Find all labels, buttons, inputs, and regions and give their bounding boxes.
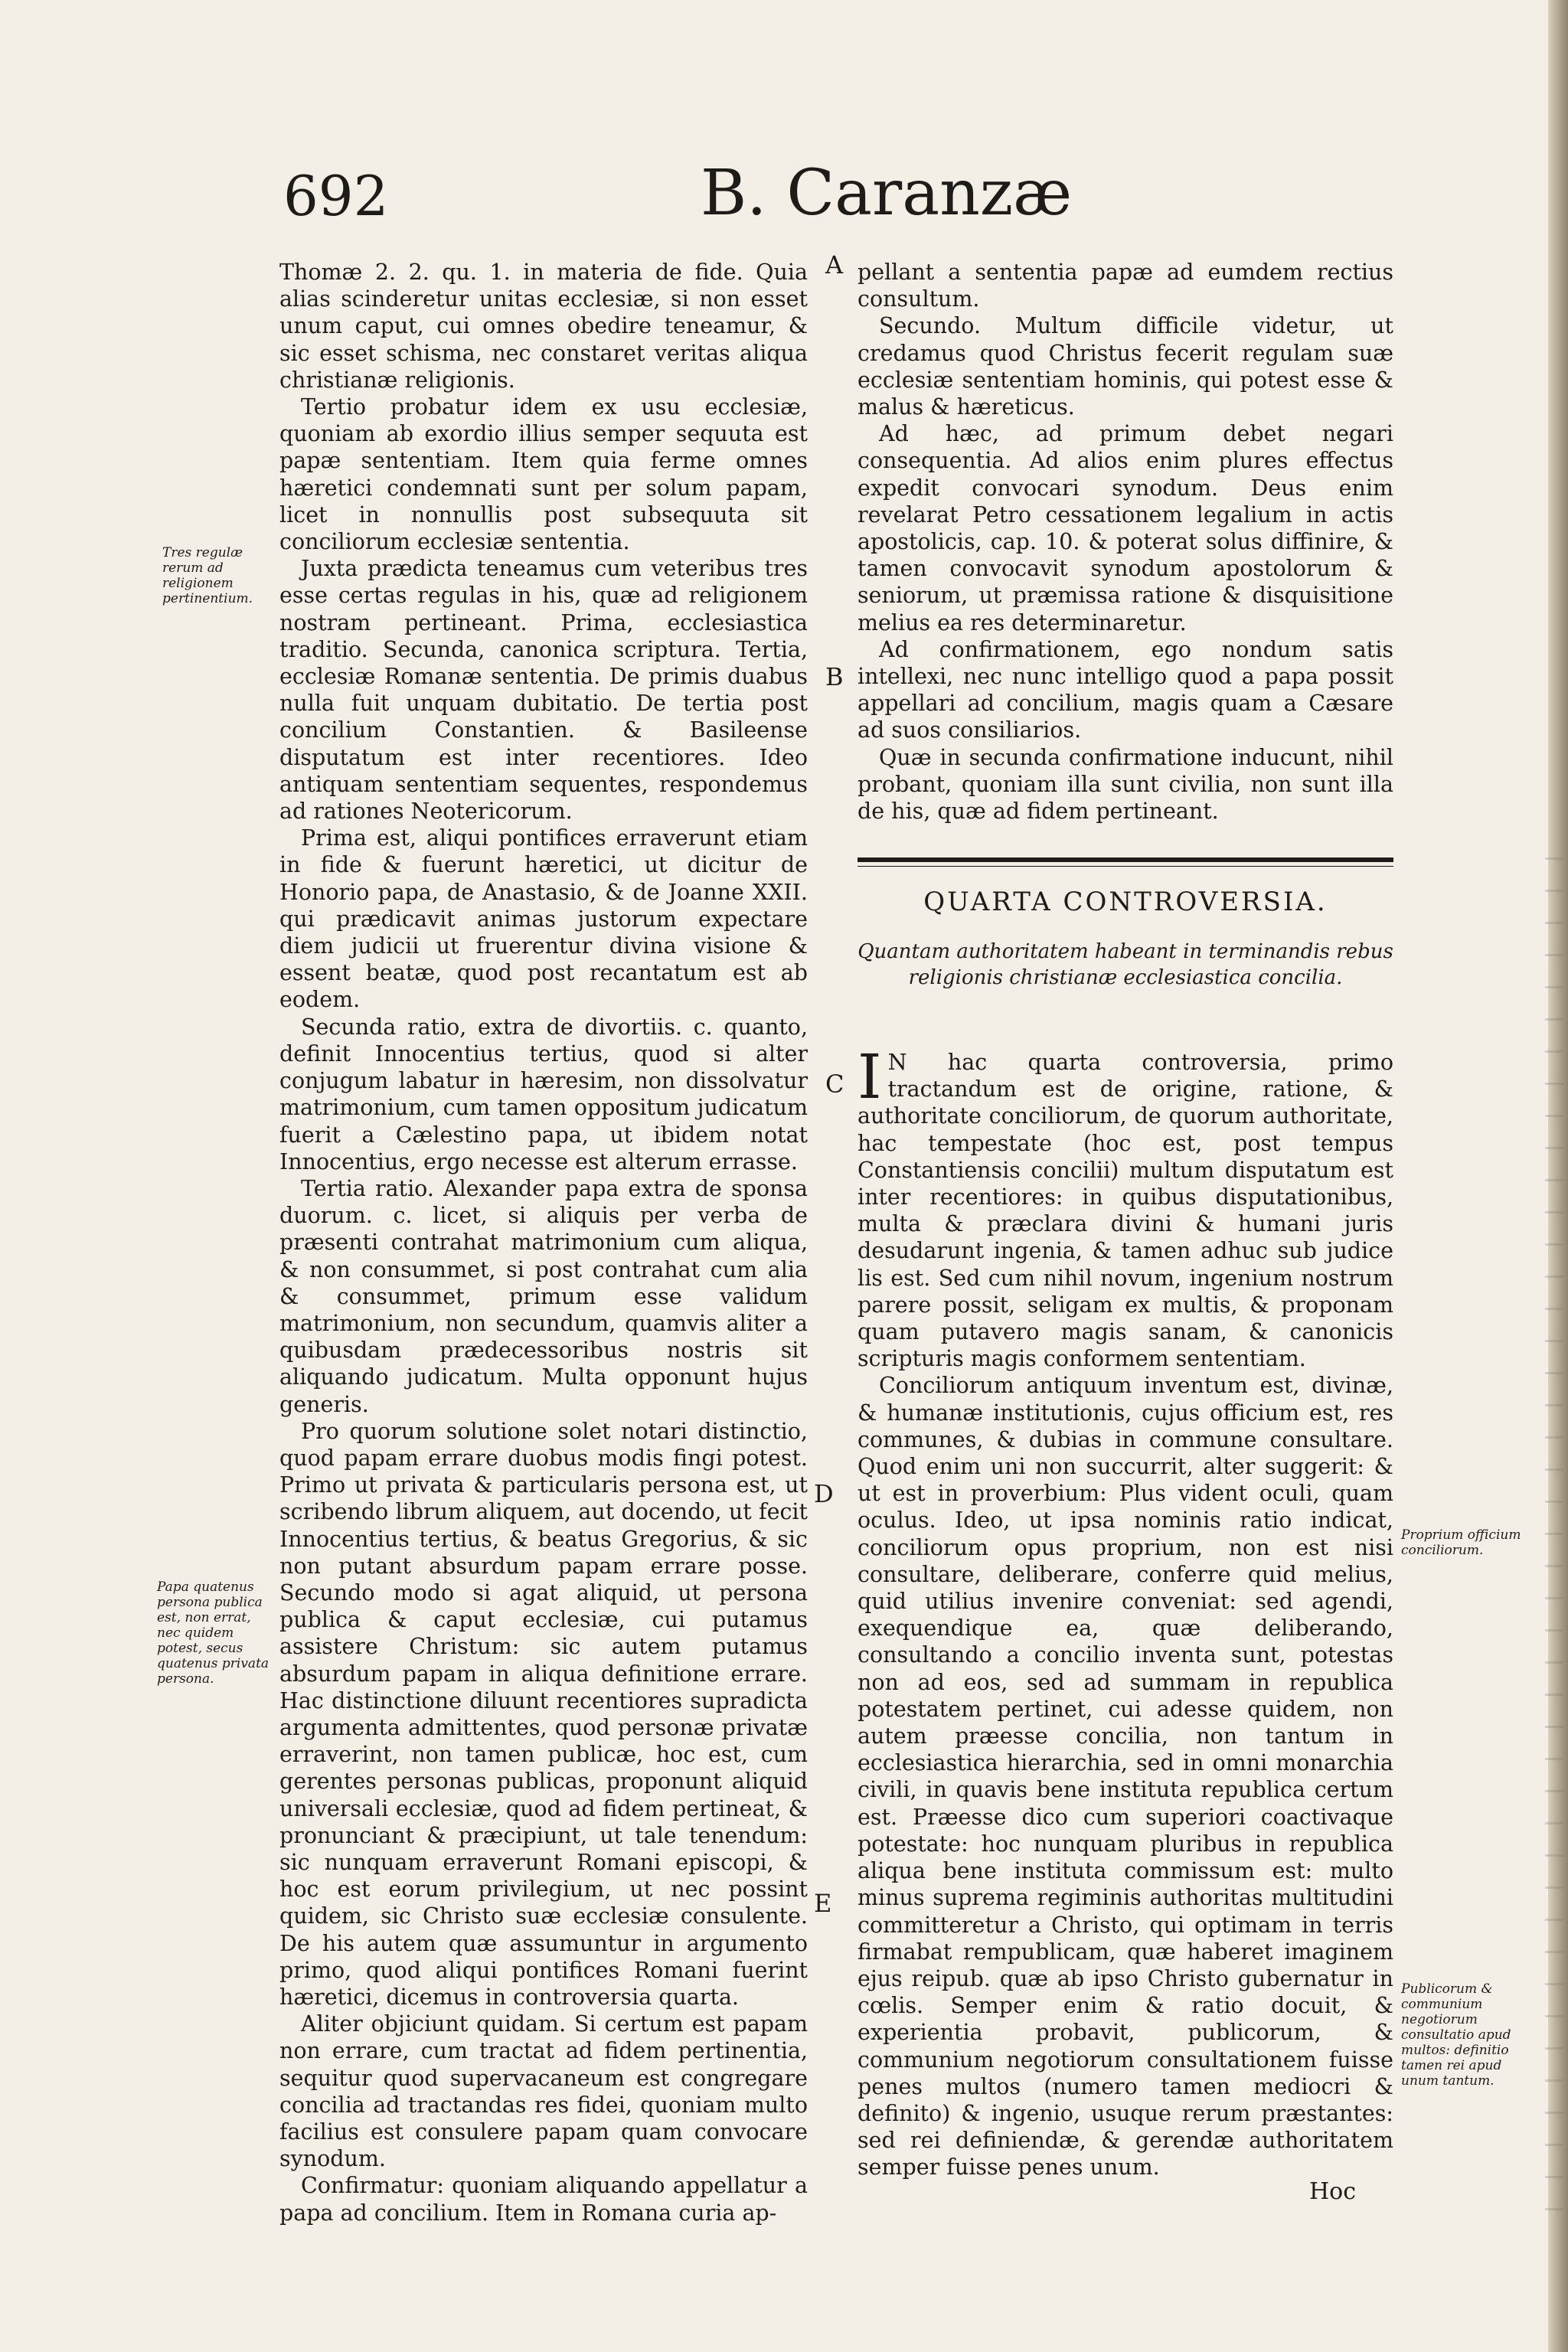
section-marker-c: C	[825, 1070, 844, 1099]
paragraph: Ad hæc, ad primum debet negari consequentia. Ad alios enim plures effectus expedit convocari synodum. Deus enim revelarat Petro cessationem legalium in actis apostolicis, cap. 10. & poterat solus diffinire, & tamen convocavit synodum apostolorum & seniorum, ut præmissa ratione & disquisitione melius ea res determinaretur.	[858, 421, 1393, 635]
paragraph: Aliter objiciunt quidam. Si certum est papam non errare, cum tractat ad fidem pertinentia, sequitur quod supervacaneum est congregare concilia ad tractandas res fidei, quoniam multo facilius est consulere papam quam convocare synodum.	[279, 2011, 808, 2172]
section-marker-a: A	[825, 250, 844, 279]
paragraph: Confirmatur: quoniam aliquando appellatur a papa ad concilium. Item in Romana curia ap-	[279, 2173, 808, 2226]
section-marker-b: B	[825, 662, 844, 691]
paragraph: Tertio probatur idem ex usu ecclesiæ, quoniam ab exordio illius semper sequuta est papæ sententiam. Item quia ferme omnes hæretici condemnati sunt per solum papam, licet in nonnullis post subsequuta sit conciliorum ecclesiæ sententia.	[279, 394, 808, 555]
section-rule-thin	[858, 866, 1393, 867]
margin-note: Publicorum & communium negotiorum consultatio apud multos: definitio tamen rei apud unum tantum.	[1401, 1981, 1511, 2089]
controversia-body	[858, 1041, 1393, 2181]
paragraph: Secundo. Multum difficile videtur, ut credamus quod Christus fecerit regulam suæ ecclesiæ sententiam hominis, qui potest esse & malus & hæreticus.	[858, 313, 1393, 420]
drop-capital: I	[858, 1041, 882, 1112]
section-rule	[858, 858, 1393, 862]
section-marker-d: D	[814, 1479, 834, 1508]
section-marker-e: E	[814, 1889, 832, 1918]
paragraph: Thomæ 2. 2. qu. 1. in materia de fide. Quia alias scinderetur unitas ecclesiæ, si non esset unum caput, cui omnes obedire teneamur, & sic esset schisma, nec constaret veritas aliqua christianæ religionis.	[279, 260, 808, 393]
adjacent-page-bleed	[1545, 858, 1563, 2236]
running-head: B. Caranzæ	[701, 157, 1073, 230]
paragraph	[858, 1041, 1393, 1372]
paragraph: Tertia ratio. Alexander papa extra de sponsa duorum. c. licet, si aliquis per verba de præsenti contrahat matrimonium cum aliqua, & non consummet, si post contrahat cum alia & consummet, primum esse validum matrimonium, non secundum, quamvis aliter a quibusdam prædecessoribus nostris sit aliquando judicatum. Multa opponunt hujus generis.	[279, 1175, 808, 1417]
paragraph: Ad confirmationem, ego nondum satis intellexi, nec nunc intelligo quod a papa possit appellari ad concilium, magis quam a Cæsare ad suos consiliarios.	[858, 636, 1393, 743]
paragraph: Quæ in secunda confirmatione inducunt, nihil probant, quoniam illa sunt civilia, non sunt illa de his, quæ ad fidem pertineant.	[858, 744, 1393, 825]
paragraph: Pro quorum solutione solet notari distinctio, quod papam errare duobus modis fingi potest. Primo ut privata & particularis persona est, ut scribendo librum aliquem, aut docendo, ut fecit Innocentius tertius, & beatus Gregorius, & sic non putant absurdum papam errare posse. Secundo modo si agat aliquid, ut persona publica & caput ecclesiæ, cui putamus assistere Christum: sic autem putamus absurdum papam in aliqua definitione errare. Hac distinctione diluunt recentiores supradicta argumenta admittentes, quod personæ privatæ erraverint, non tamen publicæ, hoc est, cum gerentes personas publicas, proponunt aliquid universali ecclesiæ, quod ad fidem pertineat, & pronunciant & præcipiunt, ut tale tenendum: sic nunquam erraverunt Romani episcopi, & hoc est eorum privilegium, ut nec possint quidem, sic Christo suæ ecclesiæ consulente. De his autem quæ assumuntur in argumento primo, quod aliqui pontifices Romani fuerint hæretici, dicemus in controversia quarta.	[279, 1418, 808, 2010]
controversia-subtitle: Quantam authoritatem habeant in terminandis rebus religionis christianæ ecclesiastica concilia.	[858, 940, 1393, 989]
margin-note: Papa quatenus persona publica est, non errat, nec quidem potest, secus quatenus privata persona.	[157, 1579, 270, 1687]
catchword: Hoc	[1309, 2178, 1357, 2205]
margin-note: Tres regulæ rerum ad religionem pertinentium.	[162, 545, 253, 606]
margin-note: Proprium officium conciliorum.	[1401, 1527, 1521, 1558]
paragraph: Juxta prædicta teneamus cum veteribus tres esse certas regulas in his, quæ ad religionem nostram pertineant. Prima, ecclesiastica traditio. Secunda, canonica scriptura. Tertia, ecclesiæ Romanæ sententia. De primis duabus nulla fuit unquam dubitatio. De tertia post concilium Constantien. & Basileense disputatum est inter recentiores. Ideo antiquam sententiam sequentes, respondemus ad rationes Neotericorum.	[279, 556, 808, 825]
paragraph-text: N hac quarta controversia, primo tractandum est de origine, ratione, & authoritate conciliorum, de quorum authoritate, hac tempestate (hoc est, post tempus Constantiensis concilii) multum disputatum est inter recentiores: in quibus disputationibus, multa & præclara divini & humani juris desudarunt ingenia, & tamen adhuc sub judice lis est. Sed cum nihil novum, ingenium nostrum parere possit, seligam ex multis, & proponam quam putavero magis sanam, & canonicis scripturis magis conformem sententiam.	[858, 1050, 1393, 1372]
paragraph: Prima est, aliqui pontifices erraverunt etiam in fide & fuerunt hæretici, ut dicitur de Honorio papa, de Anastasio, & de Joanne XXII. qui prædicavit animas justorum expectare diem judicii ut fruerentur divina visione & essent beatæ, quod post recantatum est ab eodem.	[279, 825, 808, 1013]
paragraph: Conciliorum antiquum inventum est, divinæ, & humanæ institutionis, cujus officium est, res communes, & dubias in commune consultare. Quod enim uni non succurrit, alter suggerit: & ut est in proverbium: Plus vident oculi, quam oculus. Ideo, ut ipsa nominis ratio indicat, conciliorum opus proprium, non est nisi consultare, deliberare, conferre quid melius, quid utilius invenire conveniat: sed agendi, exequendique ea, quæ deliberando, consultando a concilio inventa sunt, potestas non ad eos, sed ad summam in republica potestatem pertinet, cui adesse quidem, non autem præesse concilia, non tantum in ecclesiastica hierarchia, sed in omni monarchia civili, in quavis bene instituta republica certum est. Præesse dico cum superiori coactivaque potestate: hoc nunquam pluribus in republica aliqua bene instituta commissum est: multo minus suprema regiminis authoritas multitudini committeretur a Christo, qui optimam in terris firmabat rempublicam, quæ haberet imaginem ejus reipub. quæ ab ipso Christo gubernatur in cœlis. Semper enim & ratio docuit, & experientia probavit, publicorum, & communium negotiorum consultationem fuisse penes multos (numero tamen mediocri & definito) & ingenio, usuque rerum præstantes: sed rei definiendæ, & gerendæ authoritatem semper fuisse penes unum.	[858, 1373, 1393, 2180]
controversia-title: QUARTA CONTROVERSIA.	[923, 887, 1328, 917]
page-number: 692	[283, 164, 389, 228]
left-column	[279, 259, 808, 2226]
right-column	[858, 259, 1393, 825]
paragraph: Secunda ratio, extra de divortiis. c. quanto, definit Innocentius tertius, quod si alter conjugum labatur in hæresim, non dissolvatur matrimonium, cum tamen oppositum judicatum fuerit a Cælestino papa, ut ibidem notat Innocentius, ergo necesse est alterum errasse.	[279, 1014, 808, 1174]
paragraph: pellant a sententia papæ ad eumdem rectius consultum.	[858, 260, 1393, 312]
